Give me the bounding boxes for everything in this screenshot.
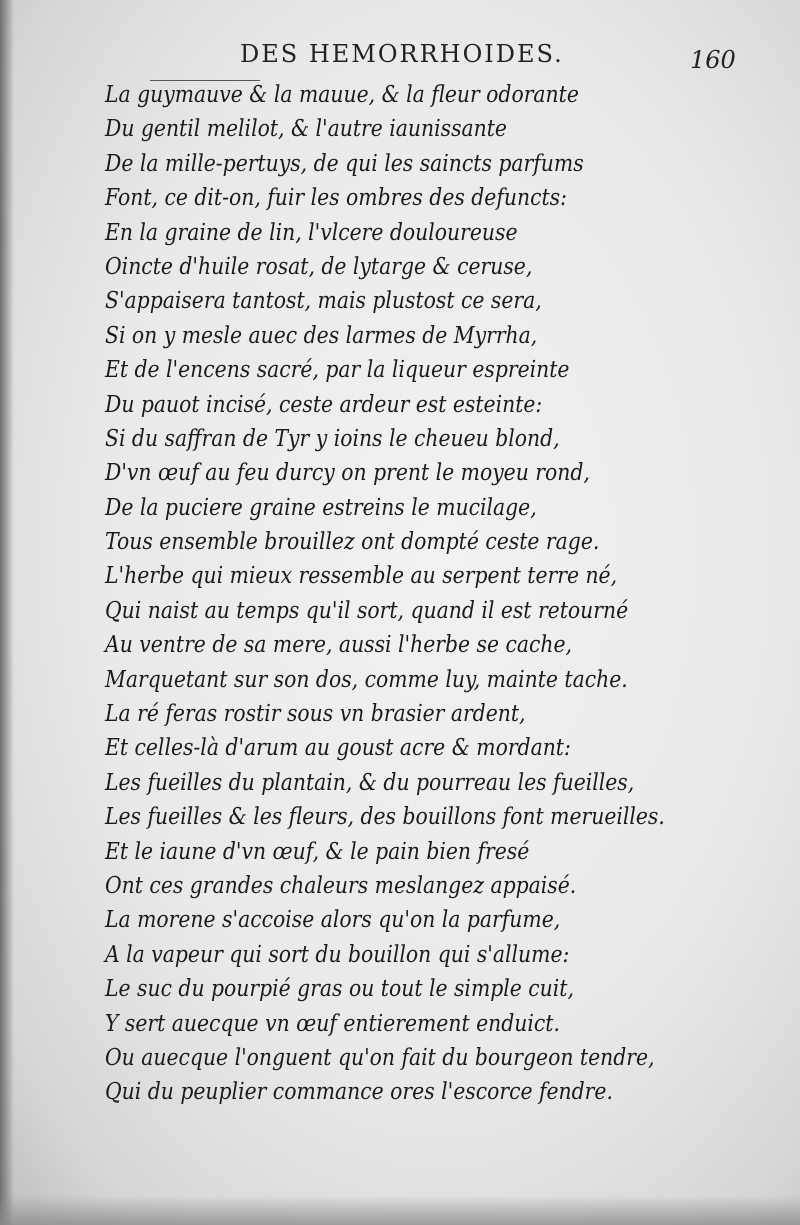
verse-line: S'appaisera tantost, mais plustost ce sera,	[105, 288, 542, 315]
verse-line: A la vapeur qui sort du bouillon qui s'allume:	[105, 941, 570, 968]
verse-line: Ont ces grandes chaleurs meslangez appaisé.	[105, 872, 577, 899]
page-number: 160	[690, 46, 736, 74]
binding-shadow	[0, 0, 14, 1225]
poem-text	[105, 78, 738, 1110]
verse-line: Au ventre de sa mere, aussi l'herbe se cache,	[105, 632, 573, 659]
verse-line: Y sert auecque vn œuf entierement enduict.	[105, 1010, 560, 1037]
verse-line: D'vn œuf au feu durcy on prent le moyeu rond,	[105, 460, 590, 487]
verse-line: Du gentil melilot, & l'autre iaunissante	[105, 116, 507, 143]
verse-line: De la mille-pertuys, de qui les saincts parfums	[105, 150, 584, 177]
verse-line: Le suc du pourpié gras ou tout le simple cuit,	[105, 976, 574, 1003]
verse-line: De la puciere graine estreins le mucilage,	[105, 494, 537, 521]
verse-line: Et celles-là d'arum au goust acre & mordant:	[105, 735, 571, 762]
verse-line: Tous ensemble brouillez ont dompté ceste rage.	[105, 529, 600, 556]
verse-line: Les fueilles & les fleurs, des bouillons font merueilles.	[105, 804, 665, 831]
page-edge-shadow	[0, 1195, 800, 1225]
running-title: DES HEMORRHOIDES.	[240, 40, 564, 68]
verse-line: Oincte d'huile rosat, de lytarge & ceruse,	[105, 253, 533, 280]
verse-line: La ré feras rostir sous vn brasier ardent,	[105, 701, 526, 728]
verse-line: Les fueilles du plantain, & du pourreau les fueilles,	[105, 769, 635, 796]
verse-line: La morene s'accoise alors qu'on la parfume,	[105, 907, 561, 934]
verse-line: Qui du peuplier commance ores l'escorce fendre.	[105, 1079, 613, 1106]
verse-line: Et le iaune d'vn œuf, & le pain bien fresé	[105, 838, 530, 865]
verse-line: Et de l'encens sacré, par la liqueur espreinte	[105, 357, 570, 384]
verse-line: La guymauve & la mauue, & la fleur odorante	[105, 82, 579, 108]
verse-line: L'herbe qui mieux ressemble au serpent terre né,	[105, 563, 618, 590]
verse-line: Si du saffran de Tyr y ioins le cheueu blond,	[105, 425, 560, 452]
verse-line: Du pauot incisé, ceste ardeur est esteinte:	[105, 391, 543, 418]
verse-line: Marquetant sur son dos, comme luy, mainte tache.	[105, 666, 628, 693]
verse-line: Ou auecque l'onguent qu'on fait du bourgeon tendre,	[105, 1044, 655, 1071]
verse-line: Qui naist au temps qu'il sort, quand il est retourné	[105, 597, 629, 624]
verse-line: Font, ce dit-on, fuir les ombres des defuncts:	[105, 185, 567, 212]
verse-line: En la graine de lin, l'vlcere douloureuse	[105, 219, 518, 246]
verse-line: Si on y mesle auec des larmes de Myrrha,	[105, 322, 538, 349]
